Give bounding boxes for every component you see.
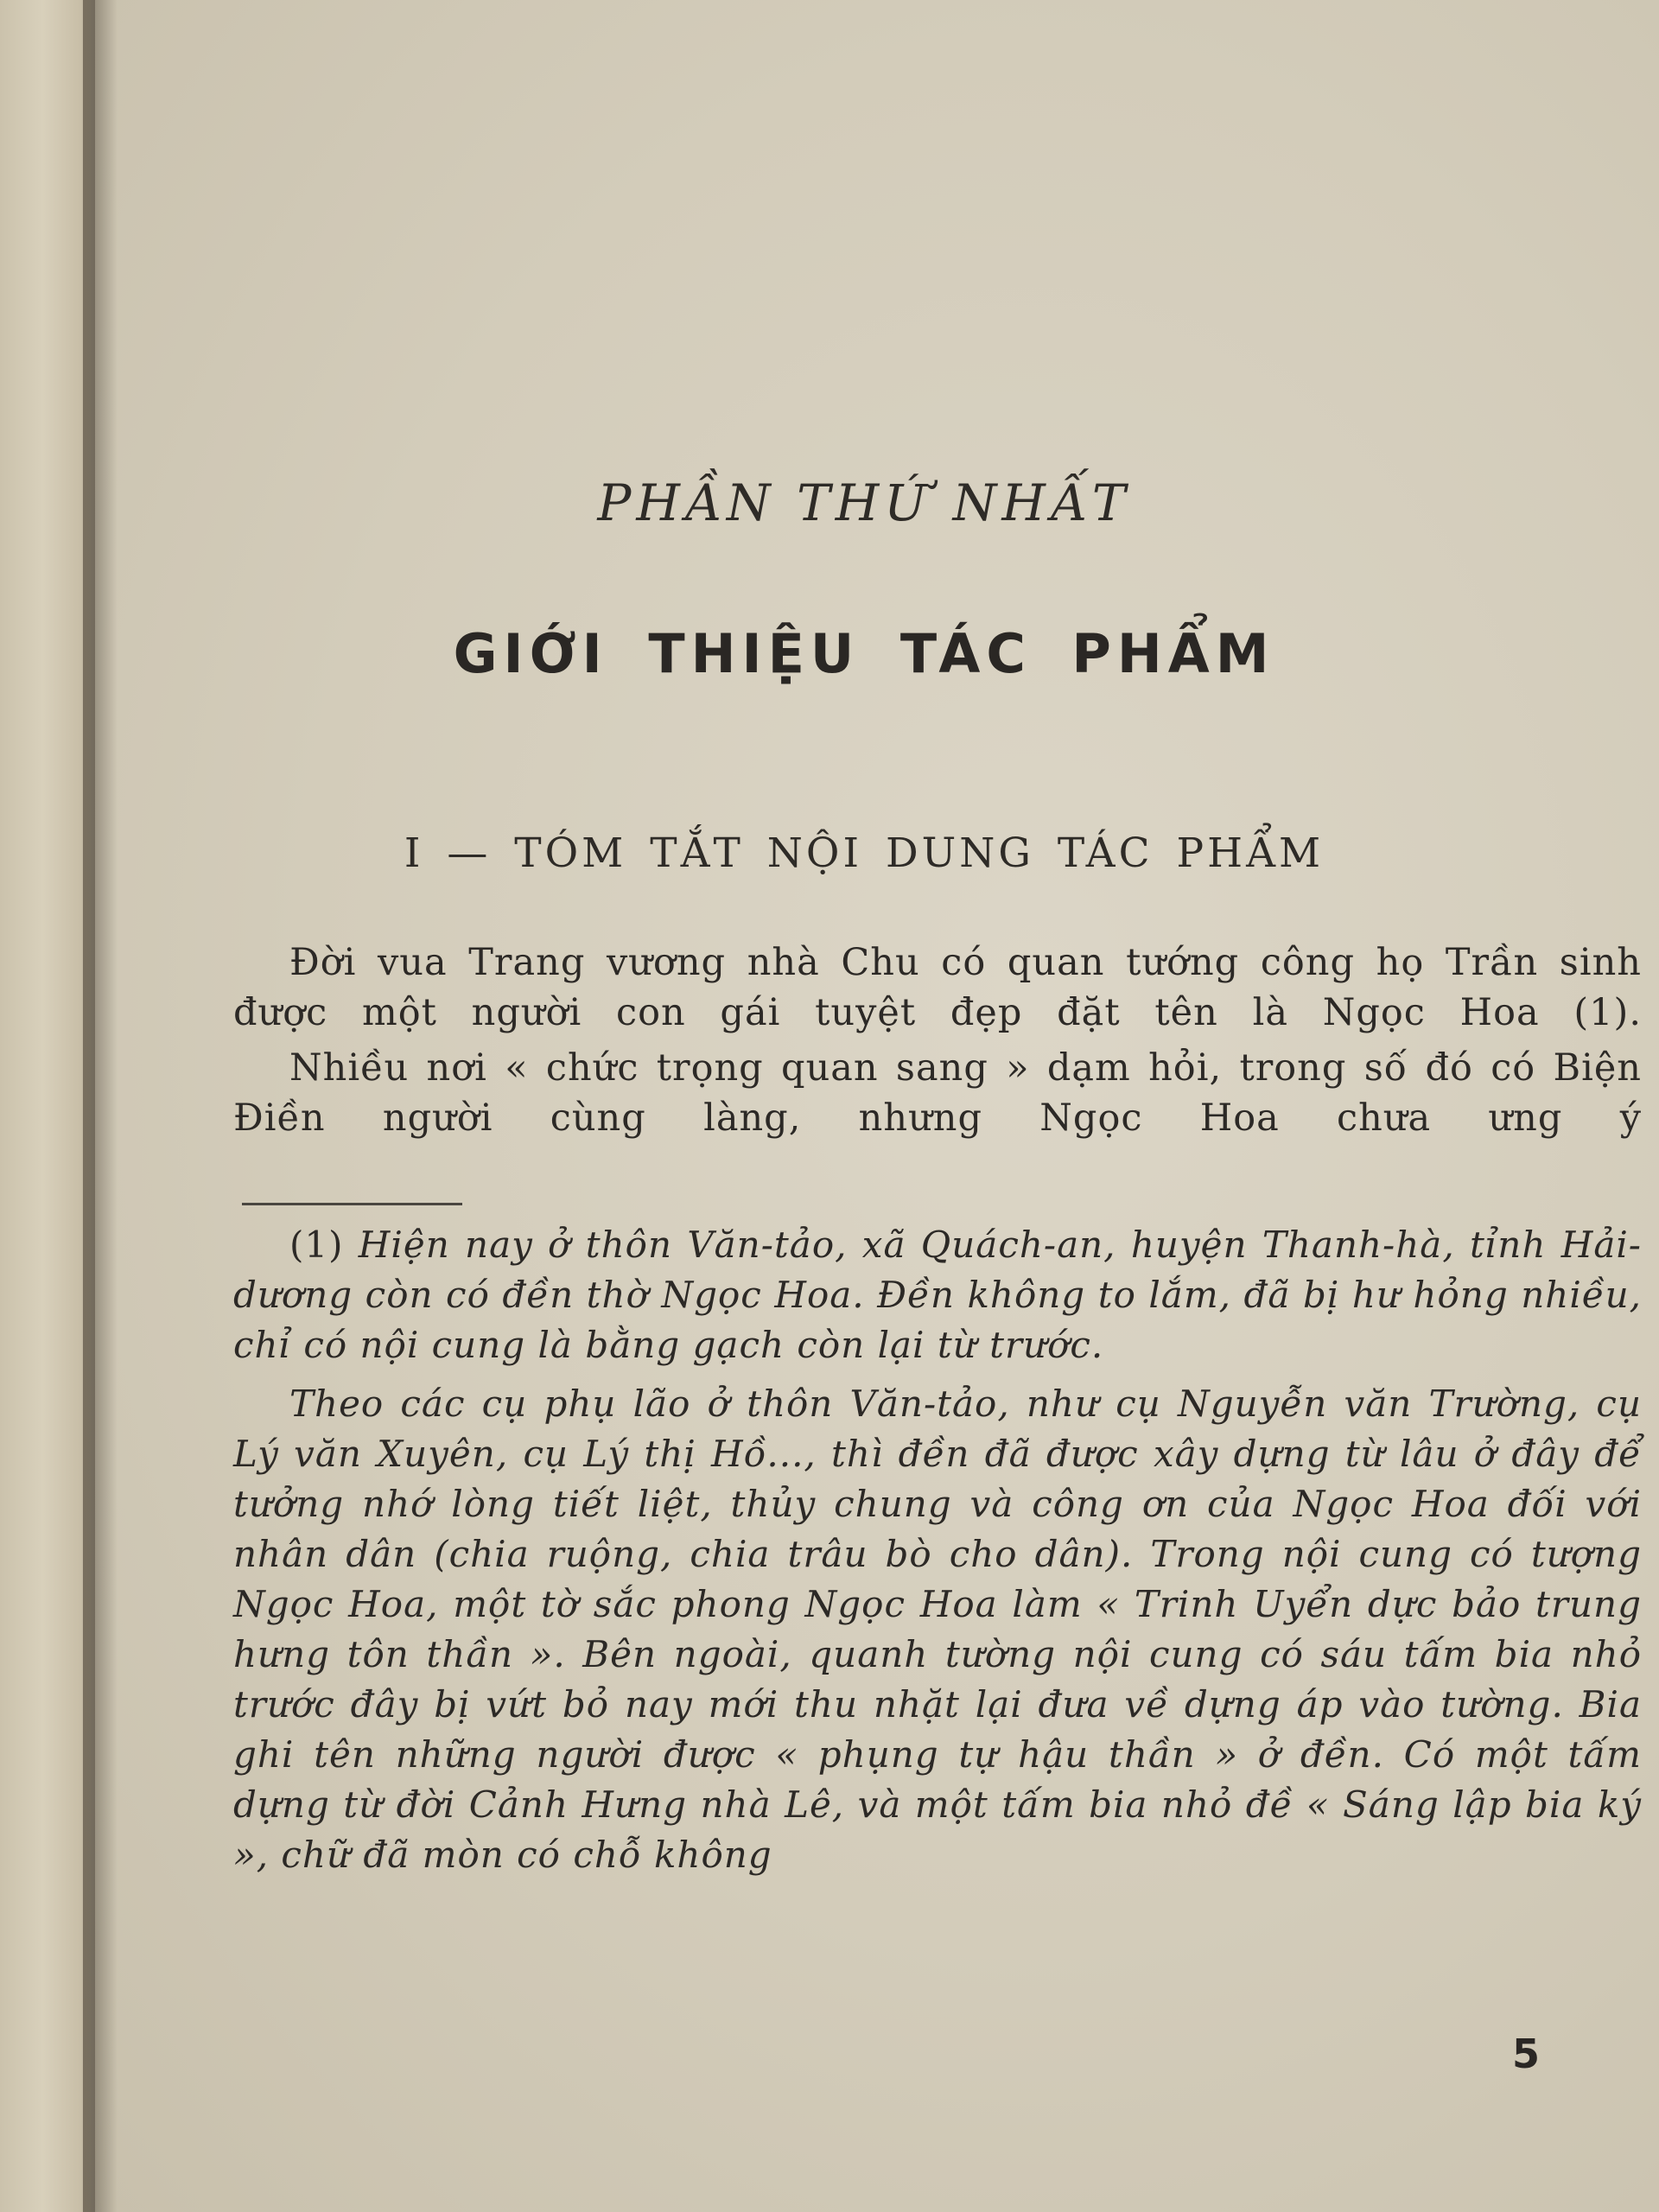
footnote-marker: (1) [289,1224,344,1266]
footnote [233,1220,1642,1889]
main-text [233,938,1642,1148]
body-paragraph: Nhiều nơi « chức trọng quan sang » dạm hỏi, trong số đó có Biện Điền người cùng làng, nhưng Ngọc Hoa chưa ưng ý [233,1046,1642,1140]
facing-page-edge [0,0,95,2212]
part-title: PHẦN THỨ NHẤT [597,474,1131,532]
footnote-paragraph [233,1220,1642,1370]
footnote-divider [242,1203,462,1205]
section-title: I — TÓM TẮT NỘI DUNG TÁC PHẨM [404,830,1325,877]
body-paragraph: Đời vua Trang vương nhà Chu có quan tướng công họ Trần sinh được một người con gái tuyệt đẹp đặt tên là Ngọc Hoa (1). [233,941,1642,1034]
book-page [95,0,1659,2212]
footnote-paragraph: Theo các cụ phụ lão ở thôn Văn-tảo, như cụ Nguyễn văn Trường, cụ Lý văn Xuyên, cụ Lý thị Hồ..., thì đền đã được xây dựng từ lâu ở đây để tưởng nhớ lòng tiết liệt, thủy chung và công ơn của Ngọc Hoa đối với nhân dân (chia ruộng, chia trâu bò cho dân). Trong nội cung có tượng Ngọc Hoa, một tờ sắc phong Ngọc Hoa làm « Trinh Uyển dực bảo trung hưng tôn thần ». Bên ngoài, quanh tường nội cung có sáu tấm bia nhỏ trước đây bị vứt bỏ nay mới thu nhặt lại đưa về dựng áp vào tường. Bia ghi tên những người được « phụng tự hậu thần » ở đền. Có một tấm dựng từ đời Cảnh Hưng nhà Lê, và một tấm bia nhỏ đề « Sáng lập bia ký », chữ đã mòn có chỗ không [233,1382,1642,1876]
page-number: 5 [1512,2031,1541,2077]
footnote-text: Hiện nay ở thôn Văn-tảo, xã Quách-an, huyện Thanh-hà, tỉnh Hải-dương còn có đền thờ Ngọc Hoa. Đền không to lắm, đã bị hư hỏng nhiều, chỉ có nội cung là bằng gạch còn lại từ trước. [233,1224,1642,1366]
main-title: GIỚI THIỆU TÁC PHẨM [453,622,1275,685]
gutter-shadow [83,0,118,2212]
